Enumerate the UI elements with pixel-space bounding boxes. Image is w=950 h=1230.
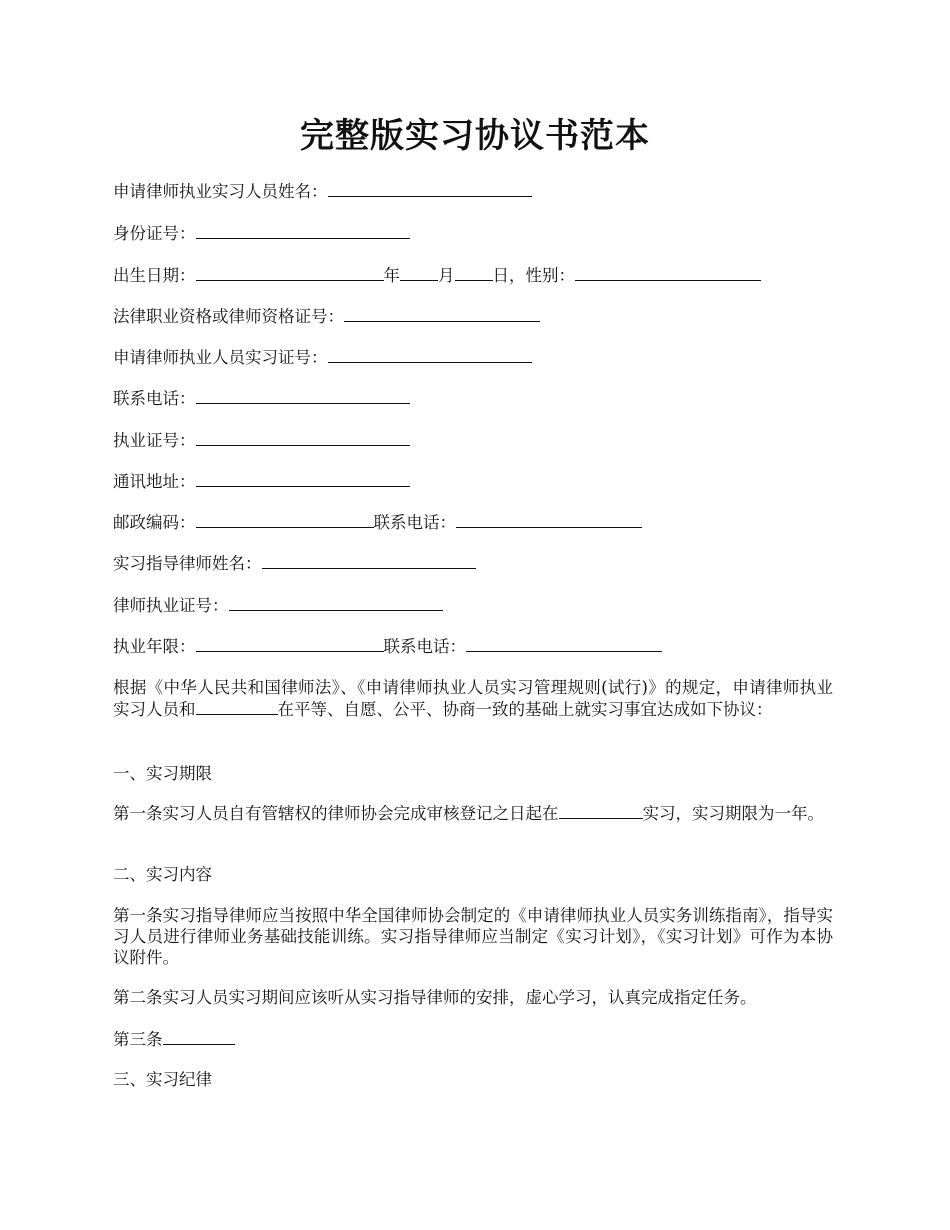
- blank-line[interactable]: [559, 802, 643, 819]
- field-label: 法律职业资格或律师资格证号：: [113, 307, 344, 326]
- field-practice-years: [113, 635, 662, 658]
- blank-line[interactable]: [262, 552, 476, 569]
- field-label: 出生日期：: [113, 266, 196, 285]
- intro-text-2: 在平等、自愿、公平、协商一致的基础上就实习事宜达成如下协议：: [277, 700, 773, 719]
- intro-text-1: 根据《中华人民共和国律师法》、《申请律师执业人员实习管理规则(试行)》的规定，申请律师执业实习人员和: [113, 678, 833, 719]
- blank-line[interactable]: [229, 594, 443, 611]
- blank-line[interactable]: [456, 511, 642, 528]
- field-label: 身份证号：: [113, 224, 196, 243]
- field-label: 申请律师执业实习人员姓名：: [113, 182, 328, 201]
- field-qualification-no: [113, 305, 540, 328]
- section-1-paragraph: [113, 802, 833, 824]
- field-applicant-name: [113, 180, 532, 203]
- field-label: 邮政编码：: [113, 513, 196, 532]
- field-phone: [113, 387, 410, 410]
- gender-label: 日，性别：: [492, 266, 575, 285]
- paragraph-text: 实习，实习期限为一年。: [642, 804, 824, 823]
- blank-line[interactable]: [455, 264, 493, 281]
- blank-line[interactable]: [163, 1028, 235, 1045]
- blank-line[interactable]: [575, 264, 761, 281]
- blank-line[interactable]: [196, 470, 410, 487]
- field-license-no: [113, 429, 410, 452]
- section-2-paragraph-2: 第二条实习人员实习期间应该听从实习指导律师的安排，虚心学习，认真完成指定任务。: [113, 988, 757, 1007]
- blank-line[interactable]: [466, 635, 662, 652]
- blank-line[interactable]: [196, 429, 410, 446]
- field-address: [113, 470, 410, 493]
- blank-line[interactable]: [196, 511, 374, 528]
- field-label: 联系电话：: [373, 513, 456, 532]
- field-label: 实习指导律师姓名：: [113, 554, 262, 573]
- page-title: 完整版实习协议书范本: [300, 116, 650, 156]
- section-2-paragraph-1: 第一条实习指导律师应当按照中华全国律师协会制定的《申请律师执业人员实务训练指南》，指导实习人员进行律师业务基础技能训练。实习指导律师应当制定《实习计划》，《实习计划》可作为本协议附件。: [113, 906, 833, 967]
- field-id-number: [113, 222, 410, 245]
- blank-line[interactable]: [328, 346, 532, 363]
- section-heading-3: 三、实习纪律: [113, 1070, 212, 1089]
- field-supervisor-license: [113, 594, 443, 617]
- section-heading-1: 一、实习期限: [113, 764, 212, 783]
- field-supervisor-name: [113, 552, 476, 575]
- field-label: 联系电话：: [383, 637, 466, 656]
- paragraph-text: 第三条: [113, 1030, 163, 1049]
- blank-line[interactable]: [344, 305, 540, 322]
- month-label: 月: [438, 266, 455, 285]
- field-birth-date: [113, 264, 761, 287]
- field-label: 申请律师执业人员实习证号：: [113, 348, 328, 367]
- blank-line[interactable]: [196, 264, 384, 281]
- field-label: 联系电话：: [113, 389, 196, 408]
- section-2-paragraph-3: [113, 1028, 235, 1051]
- blank-line[interactable]: [196, 387, 410, 404]
- field-label: 执业年限：: [113, 637, 196, 656]
- paragraph-text: 第一条实习人员自有管辖权的律师协会完成审核登记之日起在: [113, 804, 559, 823]
- blank-line[interactable]: [196, 222, 410, 239]
- year-label: 年: [383, 266, 400, 285]
- intro-paragraph: [113, 677, 833, 720]
- field-label: 执业证号：: [113, 431, 196, 450]
- field-intern-cert-no: [113, 346, 532, 369]
- blank-line[interactable]: [196, 698, 278, 715]
- field-label: 通讯地址：: [113, 472, 196, 491]
- blank-line[interactable]: [196, 635, 384, 652]
- blank-line[interactable]: [400, 264, 438, 281]
- blank-line[interactable]: [328, 180, 532, 197]
- field-postal-code: [113, 511, 642, 534]
- section-heading-2: 二、实习内容: [113, 865, 212, 884]
- field-label: 律师执业证号：: [113, 596, 229, 615]
